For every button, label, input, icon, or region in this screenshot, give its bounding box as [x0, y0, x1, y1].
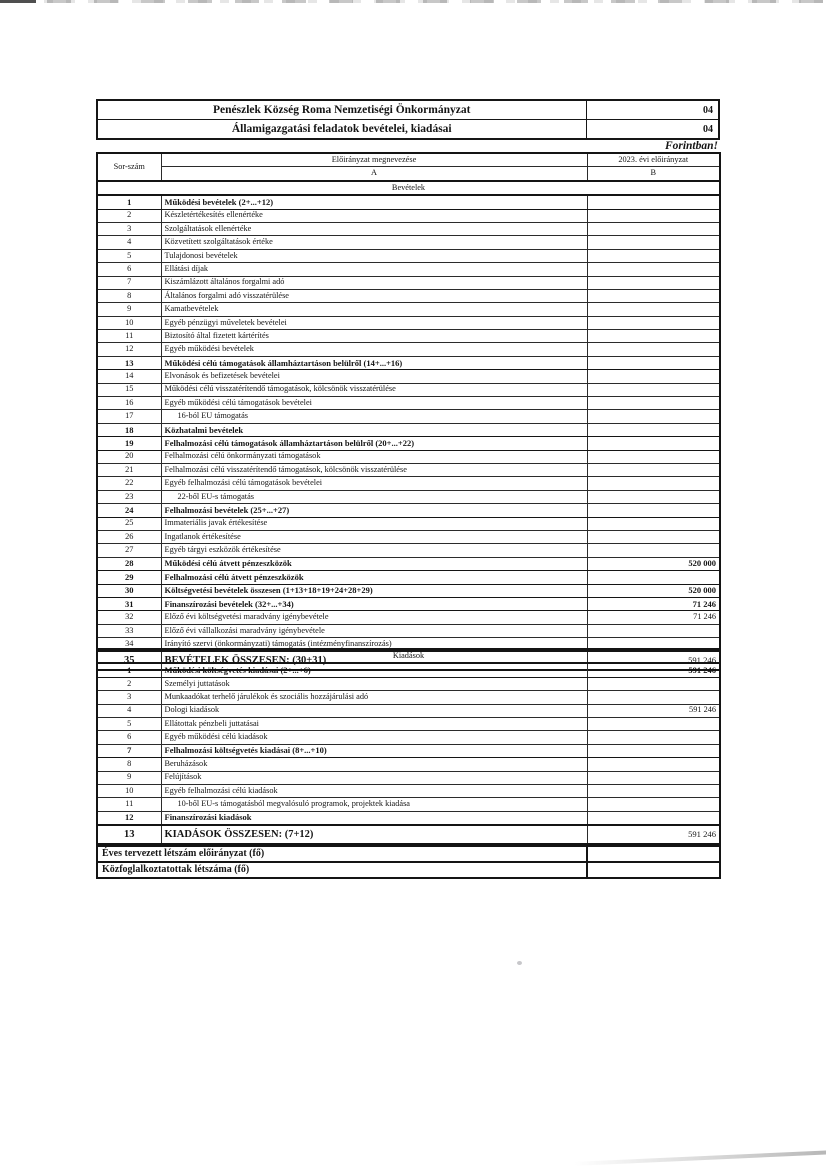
scan-artifact-top-edge — [0, 0, 826, 4]
table-row — [97, 477, 720, 490]
row-label: Beruházások — [161, 758, 587, 771]
row-value — [587, 477, 720, 490]
row-label: Felhalmozási célú támogatások államháztartáson belülről (20+...+22) — [161, 437, 587, 450]
row-value — [587, 195, 720, 209]
row-label: Tulajdonosi bevételek — [161, 249, 587, 262]
table-row — [97, 303, 720, 316]
table-row — [97, 557, 720, 570]
row-label: Irányító szervi (önkormányzati) támogatás (intézményfinanszírozás) — [161, 638, 587, 652]
table-row — [97, 862, 720, 878]
row-label: Ellátottak pénzbeli juttatásai — [161, 717, 587, 730]
row-value — [587, 571, 720, 584]
row-number-column-header: Sor-szám — [97, 153, 161, 181]
row-label: Költségvetési bevételek összesen (1+13+18+19+24+28+29) — [161, 584, 587, 597]
row-value — [587, 504, 720, 517]
row-value — [587, 209, 720, 222]
row-number: 26 — [97, 530, 161, 543]
row-number: 10 — [97, 784, 161, 797]
title-row — [97, 100, 719, 120]
row-value — [587, 410, 720, 423]
row-value — [587, 463, 720, 476]
row-number: 32 — [97, 611, 161, 624]
row-value: 591 246 — [587, 704, 720, 717]
row-label: Kamatbevételek — [161, 303, 587, 316]
row-value: 591 246 — [587, 825, 720, 844]
row-value — [587, 437, 720, 450]
table-row — [97, 289, 720, 302]
table-row — [97, 798, 720, 811]
row-value — [587, 383, 720, 396]
row-value — [587, 222, 720, 235]
row-label: Kiszámlázott általános forgalmi adó — [161, 276, 587, 289]
table-row — [97, 437, 720, 450]
row-number: 24 — [97, 504, 161, 517]
row-value — [587, 263, 720, 276]
row-value — [587, 624, 720, 637]
row-value: 591 246 — [587, 651, 720, 670]
row-value — [587, 744, 720, 757]
expenses-table — [96, 648, 721, 845]
row-number: 12 — [97, 343, 161, 356]
table-row — [97, 356, 720, 369]
row-value: 71 246 — [587, 611, 720, 624]
row-label: Egyéb működési célú kiadások — [161, 731, 587, 744]
row-number: 18 — [97, 423, 161, 436]
row-label: Működési költségvetés kiadásai (2+...+6) — [161, 663, 587, 677]
row-number: 13 — [97, 825, 161, 844]
row-label: Biztosító által fizetett kártérítés — [161, 330, 587, 343]
table-row — [97, 811, 720, 825]
row-number: 23 — [97, 490, 161, 503]
document-subtitle: Államigazgatási feladatok bevételei, kiadásai — [97, 120, 586, 140]
row-value: 520 000 — [587, 584, 720, 597]
planned-headcount-value — [587, 846, 720, 862]
organization-title: Penészlek Község Roma Nemzetiségi Önkormányzat — [97, 100, 586, 120]
table-row — [97, 731, 720, 744]
row-label: Személyi juttatások — [161, 677, 587, 690]
row-value — [587, 544, 720, 557]
table-row — [97, 611, 720, 624]
row-label: Egyéb pénzügyi műveletek bevételei — [161, 316, 587, 329]
row-value — [587, 370, 720, 383]
table-row — [97, 758, 720, 771]
row-label: KIADÁSOK ÖSSZESEN: (7+12) — [161, 825, 587, 844]
row-label: Felhalmozási célú átvett pénzeszközök — [161, 571, 587, 584]
row-label: Felhalmozási célú önkormányzati támogatások — [161, 450, 587, 463]
row-value: 520 000 — [587, 557, 720, 570]
row-number: 8 — [97, 758, 161, 771]
table-row — [97, 624, 720, 637]
title-row — [97, 120, 719, 140]
table-row — [97, 846, 720, 862]
table-row — [97, 825, 720, 844]
table-row — [97, 249, 720, 262]
row-number: 5 — [97, 249, 161, 262]
row-number: 4 — [97, 704, 161, 717]
value-column-header: 2023. évi előirányzat — [587, 153, 720, 167]
row-value — [587, 517, 720, 530]
public-workers-headcount-label: Közfoglalkoztatottak létszáma (fő) — [97, 862, 587, 878]
row-value — [587, 731, 720, 744]
form-code: 04 — [586, 100, 719, 120]
revenues-table — [96, 152, 721, 671]
row-number: 25 — [97, 517, 161, 530]
row-number: 3 — [97, 222, 161, 235]
table-row — [97, 423, 720, 436]
table-row — [97, 784, 720, 797]
table-row — [97, 544, 720, 557]
row-value — [587, 450, 720, 463]
row-value: 71 246 — [587, 597, 720, 610]
table-row — [97, 490, 720, 503]
row-label: 10-ből EU-s támogatásból megvalósuló programok, projektek kiadása — [161, 798, 587, 811]
row-label: Elvonások és befizetések bevételei — [161, 370, 587, 383]
table-row — [97, 383, 720, 396]
row-label: Felhalmozási célú visszatérítendő támogatások, kölcsönök visszatérülése — [161, 463, 587, 476]
row-number: 31 — [97, 597, 161, 610]
row-value — [587, 717, 720, 730]
row-value — [587, 530, 720, 543]
table-row — [97, 222, 720, 235]
row-value — [587, 691, 720, 704]
table-row — [97, 504, 720, 517]
scan-speck — [517, 961, 522, 965]
row-label: Finanszírozási bevételek (32+...+34) — [161, 597, 587, 610]
row-number: 6 — [97, 263, 161, 276]
row-label: Működési bevételek (2+...+12) — [161, 195, 587, 209]
table-row — [97, 691, 720, 704]
row-number: 17 — [97, 410, 161, 423]
row-label: Készletértékesítés ellenértéke — [161, 209, 587, 222]
table-row — [97, 584, 720, 597]
table-row — [97, 316, 720, 329]
row-number: 33 — [97, 624, 161, 637]
row-value — [587, 784, 720, 797]
row-number: 12 — [97, 811, 161, 825]
row-number: 1 — [97, 195, 161, 209]
currency-note: Forintban! — [664, 140, 718, 152]
row-label: Működési célú átvett pénzeszközök — [161, 557, 587, 570]
table-row — [97, 370, 720, 383]
column-letter-row — [97, 167, 720, 181]
row-label: Ellátási díjak — [161, 263, 587, 276]
row-number: 22 — [97, 477, 161, 490]
value-column-letter: B — [587, 167, 720, 181]
expenses-section-title: Kiadások — [97, 649, 720, 663]
row-number: 35 — [97, 651, 161, 670]
name-column-header: Előirányzat megnevezése — [161, 153, 587, 167]
row-value — [587, 276, 720, 289]
table-row — [97, 571, 720, 584]
table-row — [97, 771, 720, 784]
table-row — [97, 263, 720, 276]
row-number: 10 — [97, 316, 161, 329]
table-row — [97, 517, 720, 530]
staffing-table — [96, 845, 721, 879]
row-label: Közvetített szolgáltatások értéke — [161, 236, 587, 249]
row-value — [587, 423, 720, 436]
table-row — [97, 343, 720, 356]
row-label: 22-ből EU-s támogatás — [161, 490, 587, 503]
row-number: 11 — [97, 330, 161, 343]
table-row — [97, 677, 720, 690]
table-row — [97, 450, 720, 463]
row-label: Egyéb működési bevételek — [161, 343, 587, 356]
row-number: 2 — [97, 209, 161, 222]
row-label: 16-ból EU támogatás — [161, 410, 587, 423]
row-number: 4 — [97, 236, 161, 249]
row-number: 27 — [97, 544, 161, 557]
table-row — [97, 397, 720, 410]
row-number: 13 — [97, 356, 161, 369]
revenues-section-title: Bevételek — [97, 181, 720, 195]
row-label: Felhalmozási költségvetés kiadásai (8+...+10) — [161, 744, 587, 757]
row-value: 591 246 — [587, 663, 720, 677]
row-number: 8 — [97, 289, 161, 302]
row-number: 7 — [97, 276, 161, 289]
table-row — [97, 463, 720, 476]
table-row — [97, 744, 720, 757]
row-value — [587, 236, 720, 249]
row-label: Felhalmozási bevételek (25+...+27) — [161, 504, 587, 517]
column-header-row — [97, 153, 720, 167]
row-number: 15 — [97, 383, 161, 396]
row-label: Egyéb felhalmozási célú támogatások bevételei — [161, 477, 587, 490]
row-number: 29 — [97, 571, 161, 584]
table-row — [97, 663, 720, 677]
table-row — [97, 704, 720, 717]
row-label: Egyéb tárgyi eszközök értékesítése — [161, 544, 587, 557]
scan-artifact-corner — [574, 1150, 826, 1166]
row-value — [587, 330, 720, 343]
row-label: Egyéb felhalmozási célú kiadások — [161, 784, 587, 797]
table-row — [97, 236, 720, 249]
row-label: Felújítások — [161, 771, 587, 784]
row-number: 1 — [97, 663, 161, 677]
form-code: 04 — [586, 120, 719, 140]
row-label: Működési célú visszatérítendő támogatások, kölcsönök visszatérülése — [161, 383, 587, 396]
row-value — [587, 303, 720, 316]
row-label: Működési célú támogatások államháztartáson belülről (14+...+16) — [161, 356, 587, 369]
row-label: Ingatlanok értékesítése — [161, 530, 587, 543]
row-value — [587, 811, 720, 825]
row-value — [587, 798, 720, 811]
planned-headcount-label: Éves tervezett létszám előirányzat (fő) — [97, 846, 587, 862]
row-value — [587, 249, 720, 262]
table-row — [97, 276, 720, 289]
row-number: 14 — [97, 370, 161, 383]
table-row — [97, 209, 720, 222]
row-number: 11 — [97, 798, 161, 811]
row-label: Immateriális javak értékesítése — [161, 517, 587, 530]
row-value — [587, 289, 720, 302]
row-number: 6 — [97, 731, 161, 744]
table-row — [97, 717, 720, 730]
row-label: Finanszírozási kiadások — [161, 811, 587, 825]
row-number: 28 — [97, 557, 161, 570]
row-label: Előző évi vállalkozási maradvány igénybevétele — [161, 624, 587, 637]
row-label: Általános forgalmi adó visszatérülése — [161, 289, 587, 302]
row-number: 9 — [97, 771, 161, 784]
public-workers-headcount-value — [587, 862, 720, 878]
row-label: Munkaadókat terhelő járulékok és szociális hozzájárulási adó — [161, 691, 587, 704]
row-number: 20 — [97, 450, 161, 463]
section-header-row — [97, 181, 720, 195]
row-label: BEVÉTELEK ÖSSZESEN: (30+31) — [161, 651, 587, 670]
row-number: 7 — [97, 744, 161, 757]
document-title-table — [96, 99, 720, 140]
row-value — [587, 316, 720, 329]
row-label: Közhatalmi bevételek — [161, 423, 587, 436]
row-label: Szolgáltatások ellenértéke — [161, 222, 587, 235]
section-header-row — [97, 649, 720, 663]
row-number: 3 — [97, 691, 161, 704]
row-value — [587, 771, 720, 784]
row-value — [587, 758, 720, 771]
row-value — [587, 490, 720, 503]
row-value — [587, 677, 720, 690]
row-number: 30 — [97, 584, 161, 597]
row-value — [587, 343, 720, 356]
row-label: Dologi kiadások — [161, 704, 587, 717]
row-number: 19 — [97, 437, 161, 450]
table-row — [97, 597, 720, 610]
name-column-letter: A — [161, 167, 587, 181]
table-row — [97, 195, 720, 209]
row-number: 9 — [97, 303, 161, 316]
table-row — [97, 330, 720, 343]
row-label: Egyéb működési célú támogatások bevételei — [161, 397, 587, 410]
row-number: 16 — [97, 397, 161, 410]
row-value — [587, 397, 720, 410]
row-number: 34 — [97, 638, 161, 652]
table-row — [97, 530, 720, 543]
table-row — [97, 410, 720, 423]
row-value — [587, 356, 720, 369]
row-number: 21 — [97, 463, 161, 476]
row-number: 5 — [97, 717, 161, 730]
row-number: 2 — [97, 677, 161, 690]
row-label: Előző évi költségvetési maradvány igénybevétele — [161, 611, 587, 624]
